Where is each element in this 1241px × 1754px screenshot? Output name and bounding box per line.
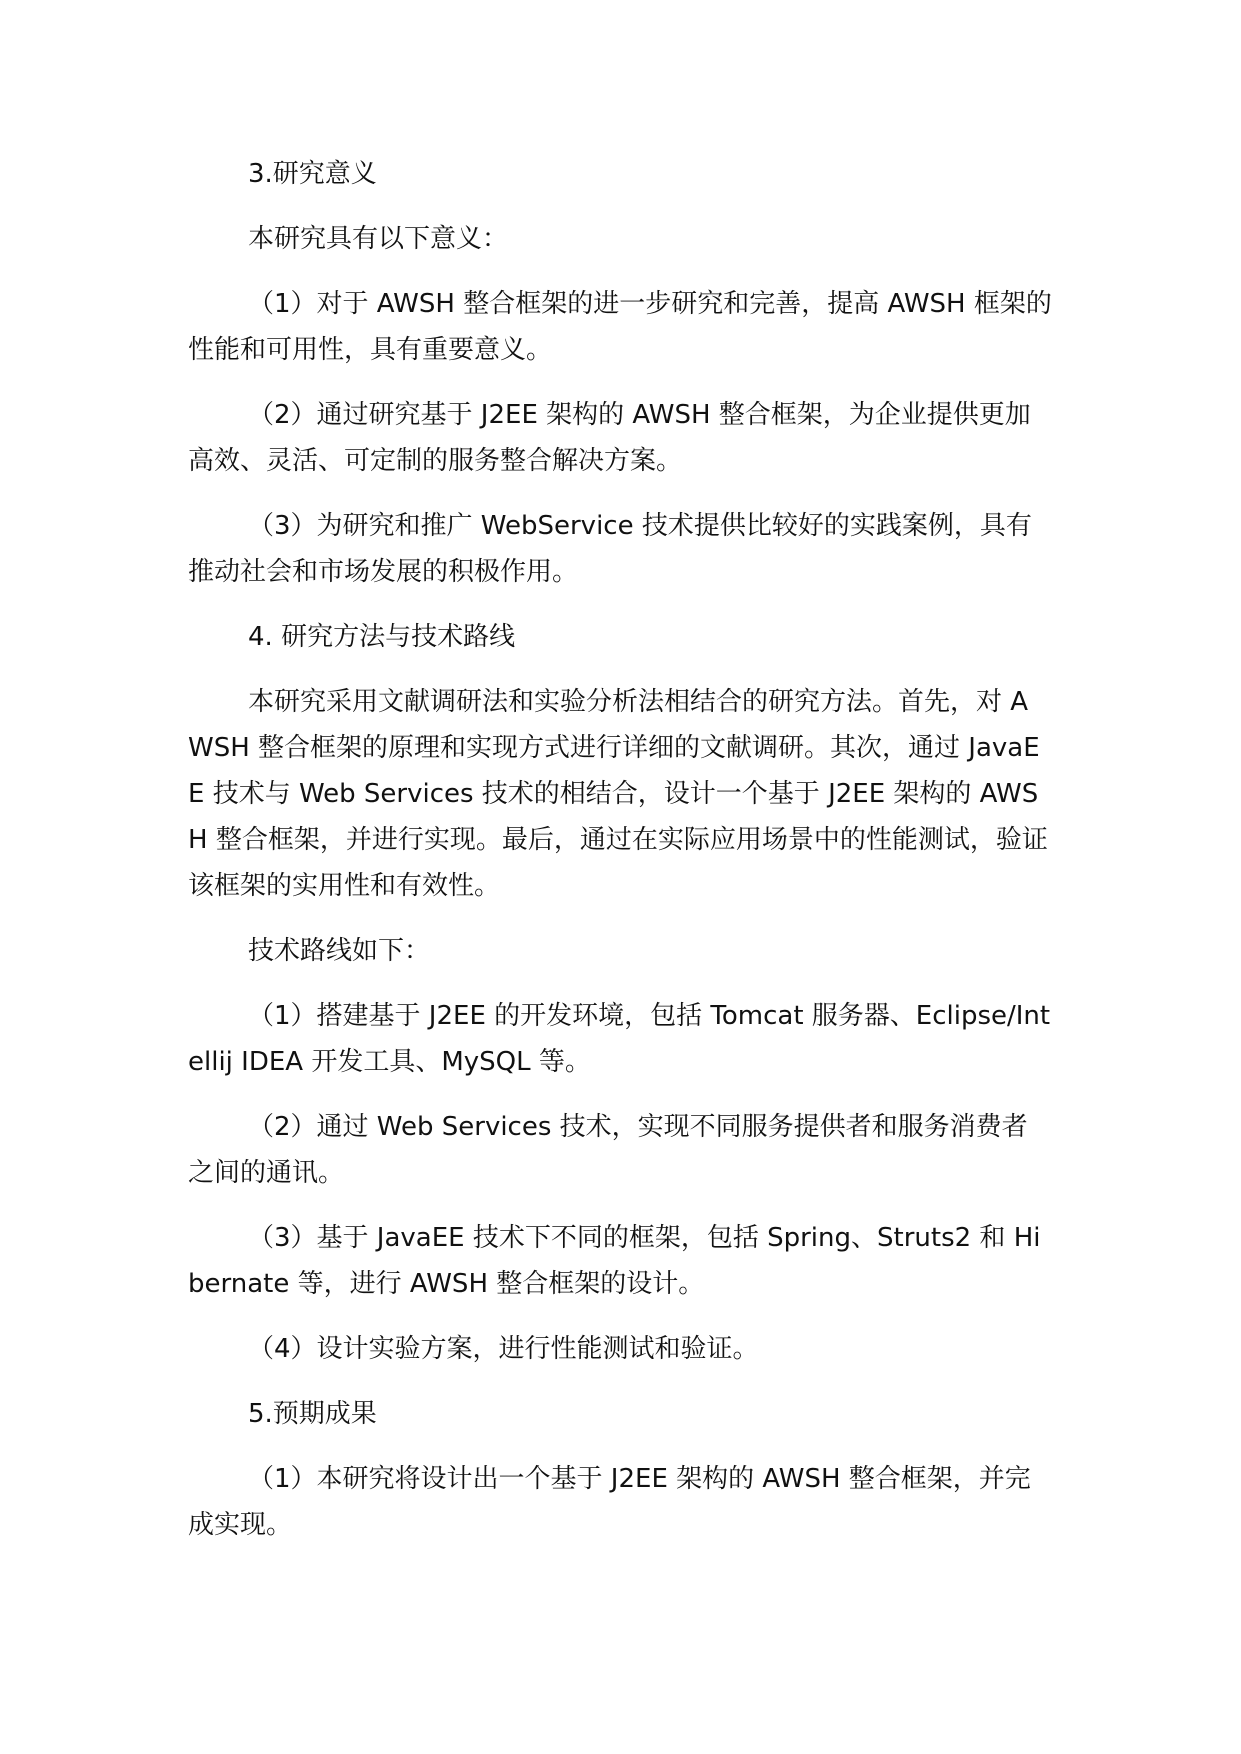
section-heading-methods: 4. 研究方法与技术路线 xyxy=(248,622,516,652)
list-item-significance-2: （2）通过研究基于 J2EE 架构的 AWSH 整合框架，为企业提供更加高效、灵活、可定制的服务整合解决方案。 xyxy=(188,400,1031,476)
list-item-significance-1: （1）对于 AWSH 整合框架的进一步研究和完善，提高 AWSH 框架的性能和可用性，具有重要意义。 xyxy=(188,289,1052,365)
section-heading-research-significance: 3.研究意义 xyxy=(248,159,377,189)
document-body xyxy=(188,151,1052,1548)
list-item-significance-3: （3）为研究和推广 WebService 技术提供比较好的实践案例，具有推动社会和市场发展的积极作用。 xyxy=(188,511,1032,587)
list-item-route-1: （1）搭建基于 J2EE 的开发环境，包括 Tomcat 服务器、Eclipse/Intellij IDEA 开发工具、MySQL 等。 xyxy=(188,1001,1051,1077)
list-item-result-1: （1）本研究将设计出一个基于 J2EE 架构的 AWSH 整合框架，并完成实现。 xyxy=(188,1464,1031,1540)
paragraph-tech-route-intro: 技术路线如下： xyxy=(248,936,431,966)
list-item-route-4: （4）设计实验方案，进行性能测试和验证。 xyxy=(248,1334,759,1364)
list-item-route-2: （2）通过 Web Services 技术，实现不同服务提供者和服务消费者之间的通讯。 xyxy=(188,1112,1028,1188)
section-heading-expected-results: 5.预期成果 xyxy=(248,1399,377,1429)
list-item-route-3: （3）基于 JavaEE 技术下不同的框架，包括 Spring、Struts2 和 Hibernate 等，进行 AWSH 整合框架的设计。 xyxy=(188,1223,1041,1299)
paragraph-methods: 本研究采用文献调研法和实验分析法相结合的研究方法。首先，对 AWSH 整合框架的原理和实现方式进行详细的文献调研。其次，通过 JavaEE 技术与 Web Services 技术的相结合，设计一个基于 J2EE 架构的 AWSH 整合框架，并进行实现。最后，通过在实际应用场景中的性能测试，验证该框架的实用性和有效性。 xyxy=(188,687,1048,901)
paragraph-significance-intro: 本研究具有以下意义： xyxy=(248,224,509,254)
